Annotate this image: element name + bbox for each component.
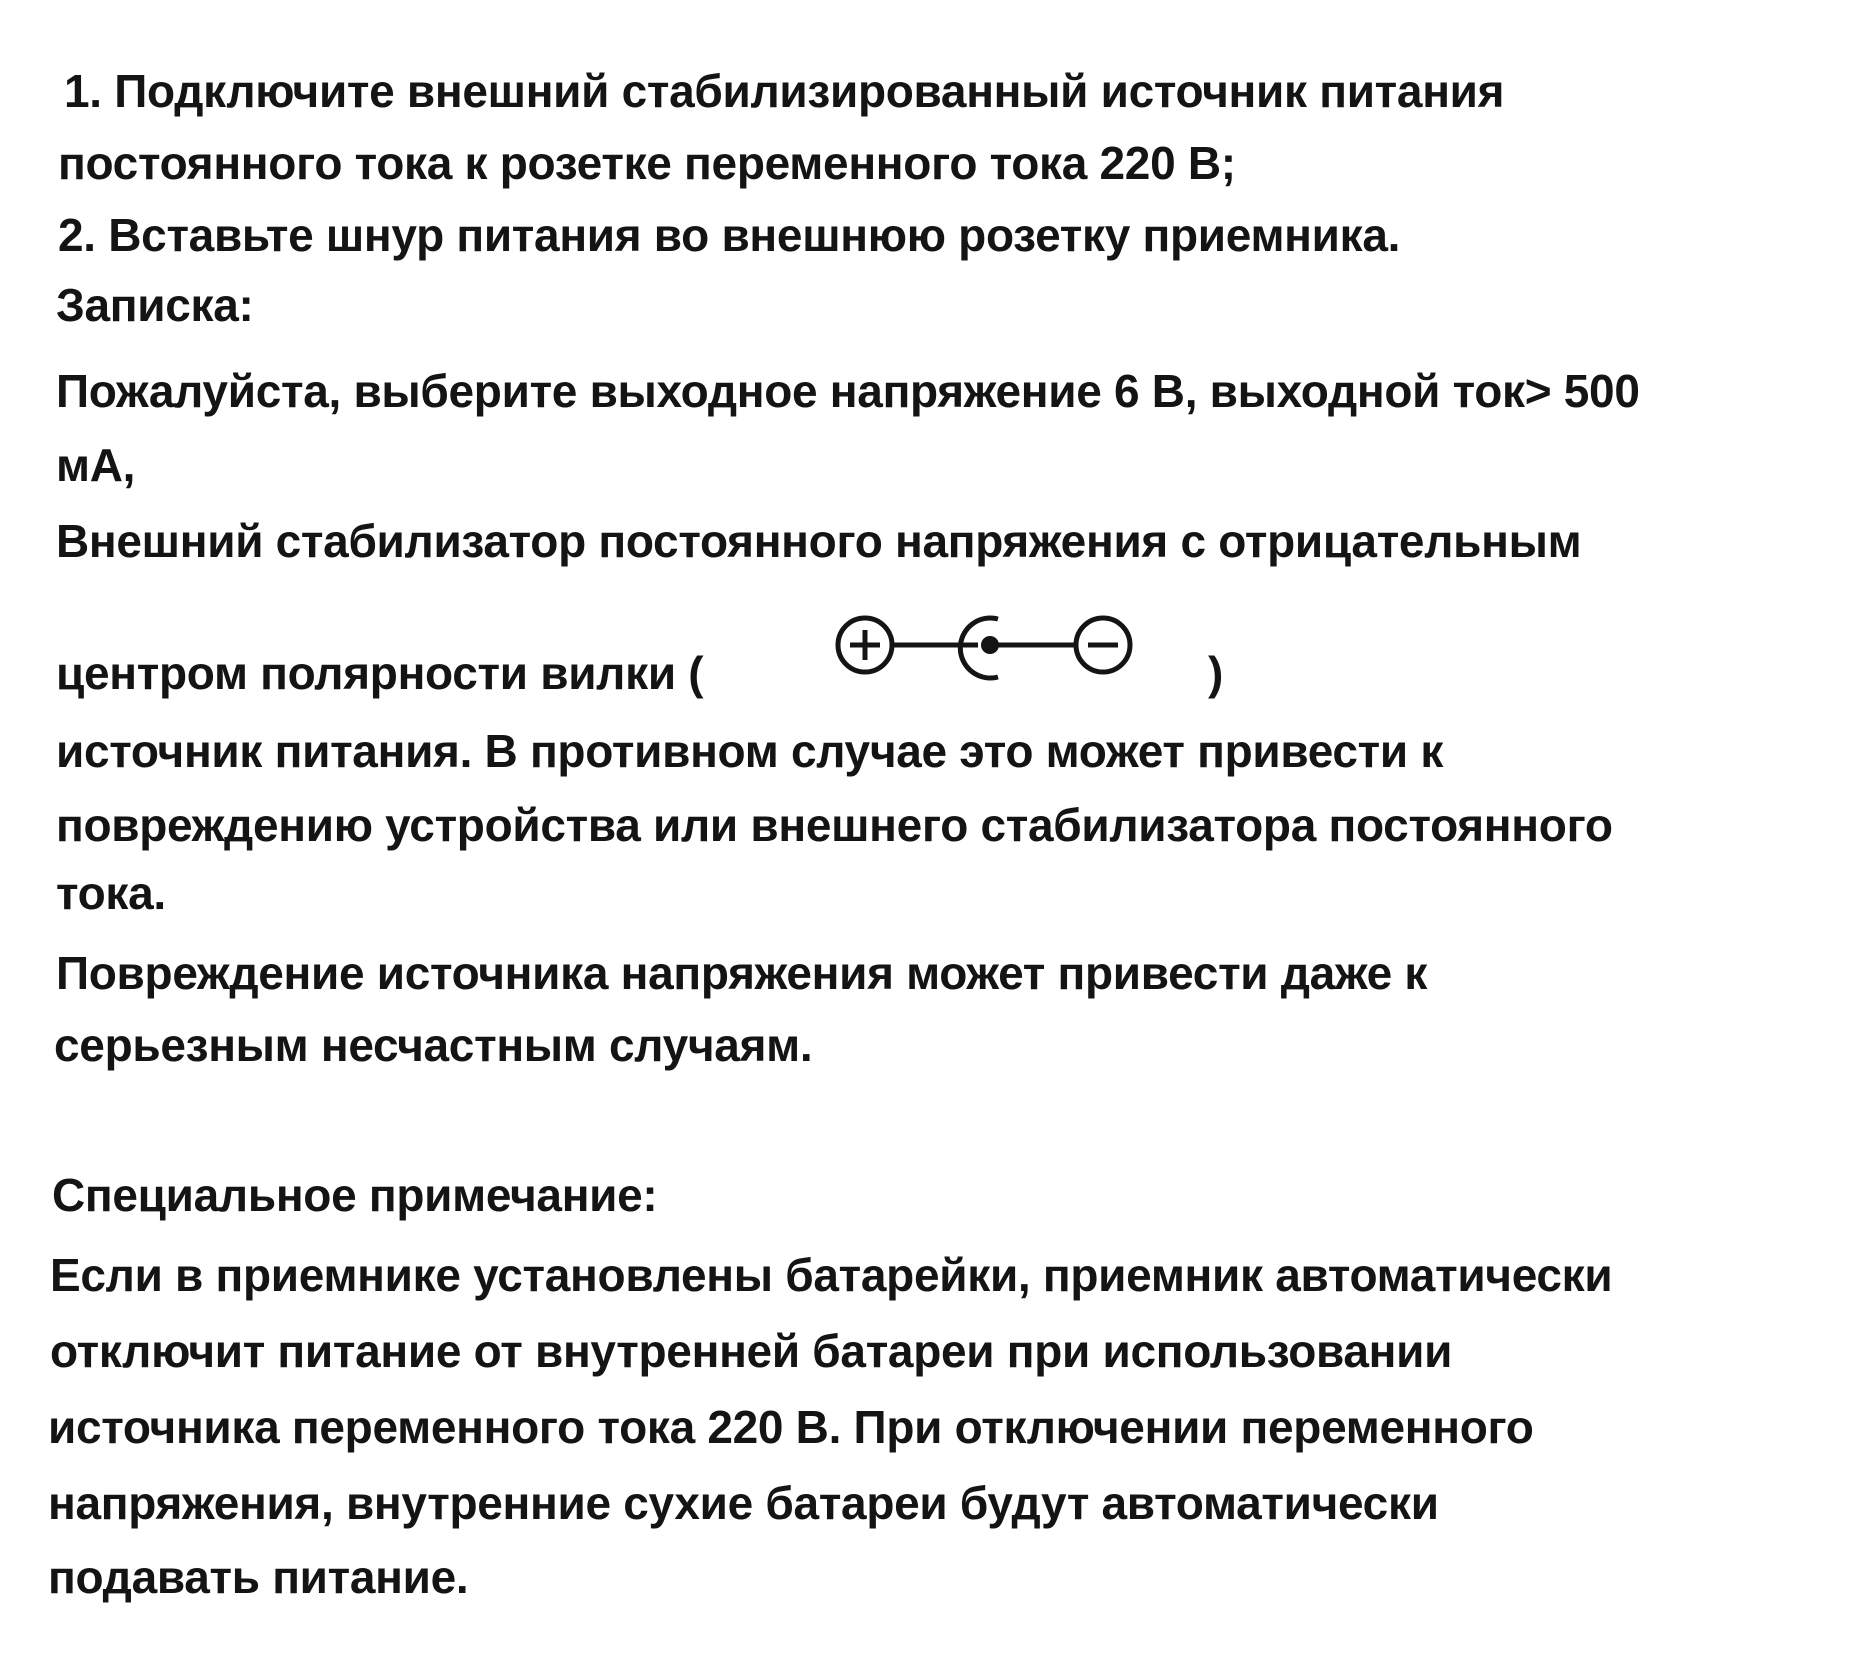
step-2-text: 2. Вставьте шнур питания во внешнюю розетку приемника. (58, 209, 1401, 261)
note-line-5: источник питания. В противном случае это может привести к (56, 725, 1444, 777)
note-line-2: мА, (56, 439, 136, 491)
step-1-line-2: постоянного тока к розетке переменного тока 220 В; (58, 137, 1236, 189)
special-line-2: отключит питание от внутренней батареи при использовании (50, 1325, 1453, 1377)
note-line-7: тока. (56, 867, 166, 919)
special-line-1: Если в приемнике установлены батарейки, приемник автоматически (50, 1249, 1613, 1301)
note-line-6: повреждению устройства или внешнего стабилизатора постоянного (56, 799, 1613, 851)
dc-polarity-center-negative-icon (820, 605, 1150, 695)
note-heading: Записка: (56, 279, 254, 331)
note-line-8: Повреждение источника напряжения может привести даже к (56, 947, 1428, 999)
special-line-4: напряжения, внутренние сухие батареи будут автоматически (48, 1477, 1439, 1529)
special-note-heading: Специальное примечание: (52, 1169, 658, 1221)
note-line-4-close-paren: ) (1208, 647, 1224, 699)
note-line-1: Пожалуйста, выберите выходное напряжение 6 В, выходной ток> 500 (56, 365, 1640, 417)
note-line-3: Внешний стабилизатор постоянного напряжения с отрицательным (56, 515, 1582, 567)
special-line-3: источника переменного тока 220 В. При отключении переменного (48, 1401, 1534, 1453)
special-line-5: подавать питание. (48, 1551, 469, 1603)
note-line-9: серьезным несчастным случаям. (54, 1019, 813, 1071)
step-1-line-1: 1. Подключите внешний стабилизированный источник питания (64, 65, 1505, 117)
note-line-4: центром полярности вилки ( (56, 647, 704, 699)
